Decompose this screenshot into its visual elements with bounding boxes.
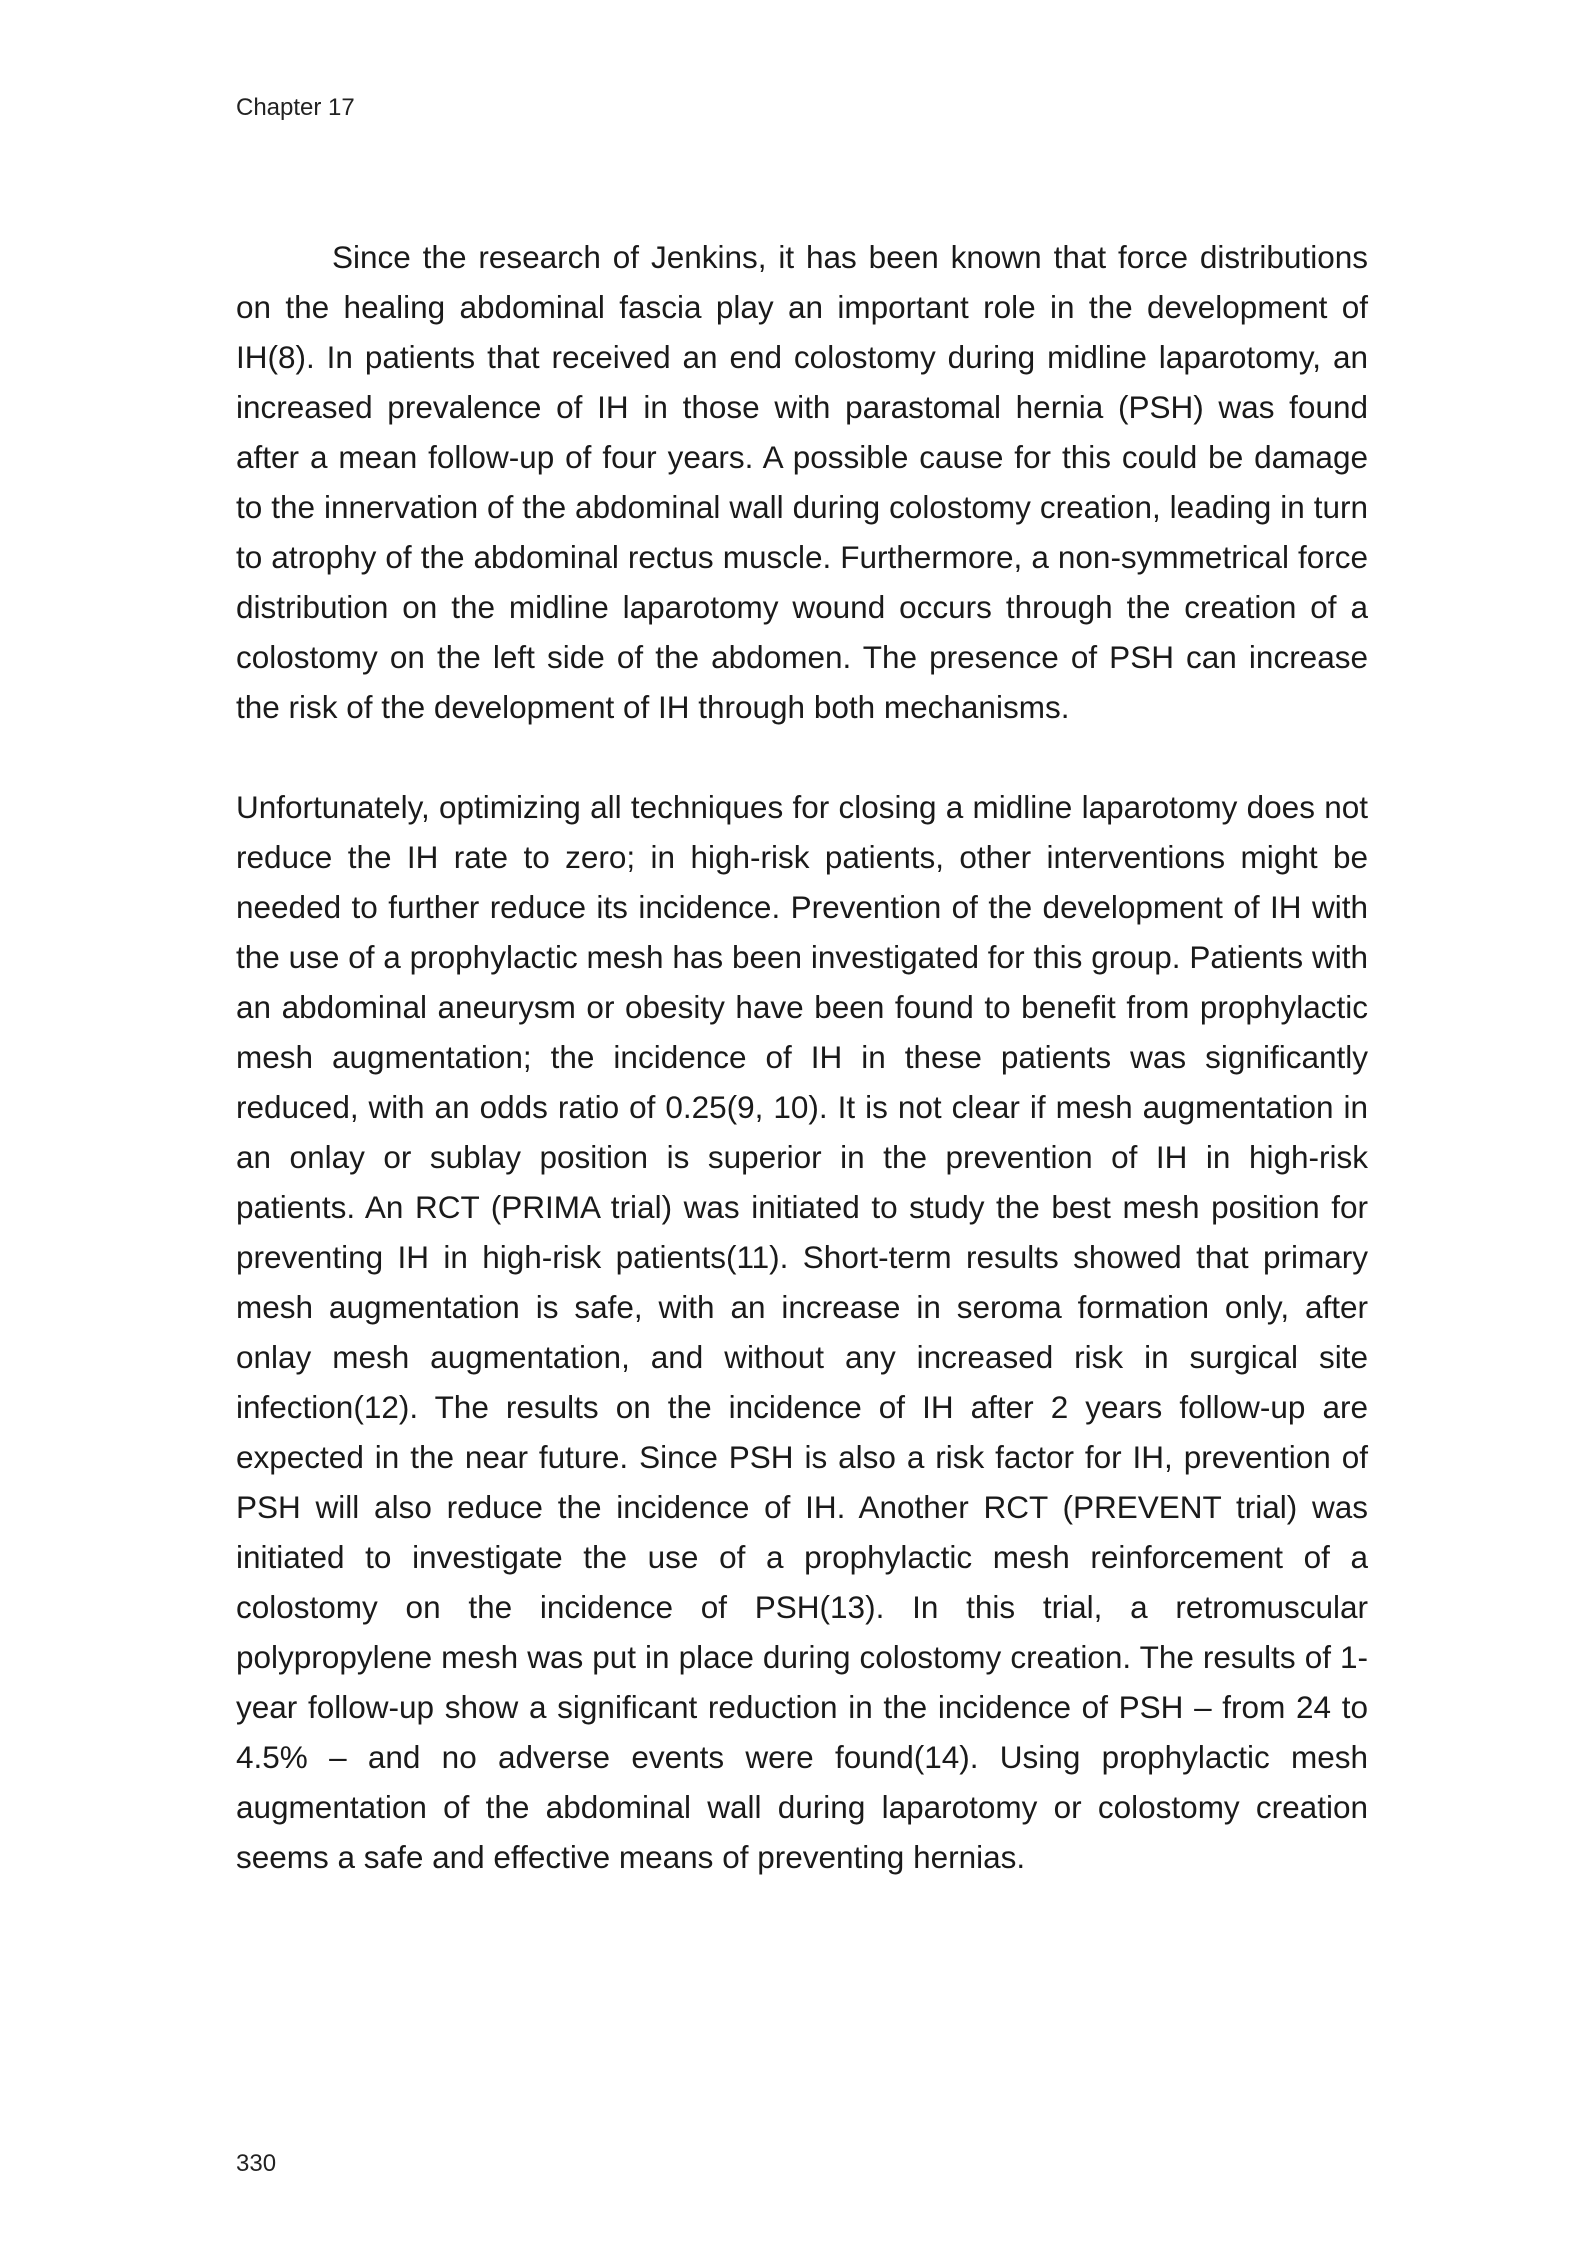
paragraph-2: Unfortunately, optimizing all techniques for closing a midline laparotomy does not reduce the IH rate to zero; in high-risk patients, other interventions might be needed to further reduce its incidence. Prevention of the development of IH with the use of a prophylactic mesh has been investigated for this group. Patients with an abdominal aneurysm or obesity have been found to benefit from prophylactic mesh augmentation; the incidence of IH in these patients was significantly reduced, with an odds ratio of 0.25(9, 10). It is not clear if mesh augmentation in an onlay or sublay position is superior in the prevention of IH in high-risk patients. An RCT (PRIMA trial) was initiated to study the best mesh position for preventing IH in high-risk patients(11). Short-term results showed that primary mesh augmentation is safe, with an increase in seroma formation only, after onlay mesh augmentation, and without any increased risk in surgical site infection(12). The results on the incidence of IH after 2 years follow-up are expected in the near future. Since PSH is also a risk factor for IH, prevention of PSH will also reduce the incidence of IH. Another RCT (PREVENT trial) was initiated to investigate the use of a prophylactic mesh reinforcement of a colostomy on the incidence of PSH(13). In this trial, a retromuscular polypropylene mesh was put in place during colostomy creation. The results of 1-year follow-up show a significant reduction in the incidence of PSH – from 24 to 4.5% – and no adverse events were found(14). Using prophylactic mesh augmentation of the abdominal wall during laparotomy or colostomy creation seems a safe and effective means of preventing hernias.	[236, 789, 1368, 1875]
body-text	[236, 232, 1368, 1882]
running-head: Chapter 17	[236, 94, 355, 121]
page-number: 330	[236, 2150, 277, 2177]
paragraph-1: Since the research of Jenkins, it has been known that force distributions on the healing abdominal fascia play an important role in the development of IH(8). In patients that received an end colostomy during midline laparotomy, an increased prevalence of IH in those with parastomal hernia (PSH) was found after a mean follow-up of four years. A possible cause for this could be damage to the innervation of the abdominal wall during colostomy creation, leading in turn to atrophy of the abdominal rectus muscle. Furthermore, a non-symmetrical force distribution on the midline laparotomy wound occurs through the creation of a colostomy on the left side of the abdomen. The presence of PSH can increase the risk of the development of IH through both mechanisms.	[236, 239, 1368, 725]
